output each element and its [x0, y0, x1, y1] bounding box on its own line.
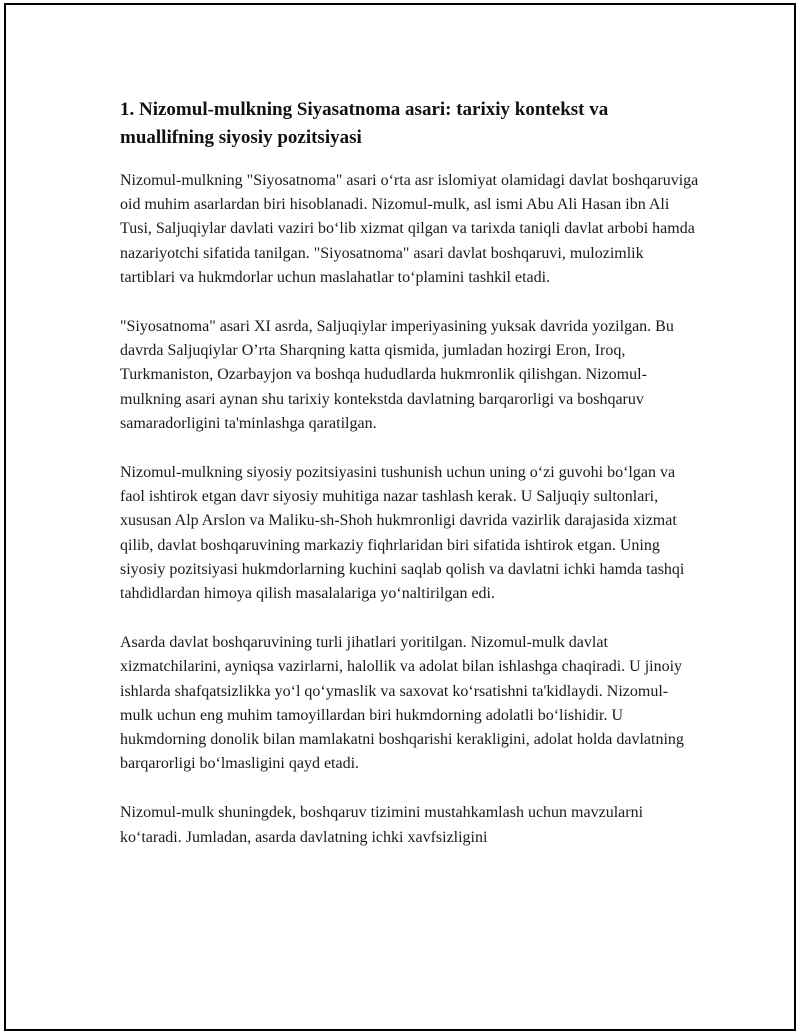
document-page: [4, 3, 796, 1031]
paragraph-4: Asarda davlat boshqaruvining turli jihatlari yoritilgan. Nizomul-mulk davlat xizmatchilarini, ayniqsa vazirlarni, halollik va adolat bilan ishlashga chaqiradi. U jinoiy ishlarda shafqatsizlikka yo‘l qo‘ymaslik va saxovat ko‘rsatishni ta'kidlaydi. Nizomul-mulk uchun eng muhim tamoyillardan biri hukmdorning adolatli bo‘lishidir. U hukmdorning donolik bilan mamlakatni boshqarishi kerakligini, adolat holda davlatning barqarorligi bo‘lmasligini qayd etadi.: [120, 634, 684, 773]
paragraph-1: Nizomul-mulkning "Siyosatnoma" asari o‘rta asr islomiyat olamidagi davlat boshqaruviga oid muhim asarlardan biri hisoblanadi. Nizomul-mulk, asl ismi Abu Ali Hasan ibn Ali Tusi, Saljuqiylar davlati vaziri bo‘lib xizmat qilgan va tarixda taniqli davlat arbobi hamda nazariyotchi sifatida tanilgan. "Siyosatnoma" asari davlat boshqaruvi, mulozimlik tartiblari va hukmdorlar uchun maslahatlar to‘plamini tashkil etadi.: [120, 172, 699, 286]
paragraph-2: "Siyosatnoma" asari XI asrda, Saljuqiylar imperiyasining yuksak davrida yozilgan. Bu davrda Saljuqiylar O’rta Sharqning katta qismida, jumladan hozirgi Eron, Iroq, Turkmaniston, Ozarbayjon va boshqa hududlarda hukmronlik qilishgan. Nizomul-mulkning asari aynan shu tarixiy kontekstda davlatning barqarorligi va boshqaruv samaradorligini ta'minlashga qaratilgan.: [120, 318, 674, 432]
document-body: [120, 96, 700, 875]
paragraph-5: Nizomul-mulk shuningdek, boshqaruv tizimini mustahkamlash uchun mavzularni ko‘taradi. Jumladan, asarda davlatning ichki xavfsizligini: [120, 804, 644, 846]
paragraph-3: Nizomul-mulkning siyosiy pozitsiyasini tushunish uchun uning o‘zi guvohi bo‘lgan va faol ishtirok etgan davr siyosiy muhitiga nazar tashlash kerak. U Saljuqiy sultonlari, xususan Alp Arslon va Maliku-sh-Shoh hukmronligi davrida vazirlik darajasida xizmat qilib, davlat boshqaruvining markaziy fiqhrlaridan biri sifatida ishtirok etgan. Uning siyosiy pozitsiyasi hukmdorlarning kuchini saqlab qolish va davlatni ichki hamda tashqi tahdidlardan himoya qilish masalalariga yo‘naltirilgan edi.: [120, 464, 685, 603]
section-heading: 1. Nizomul-mulkning Siyasatnoma asari: tarixiy kontekst va muallifning siyosiy pozitsiyasi: [120, 99, 609, 148]
